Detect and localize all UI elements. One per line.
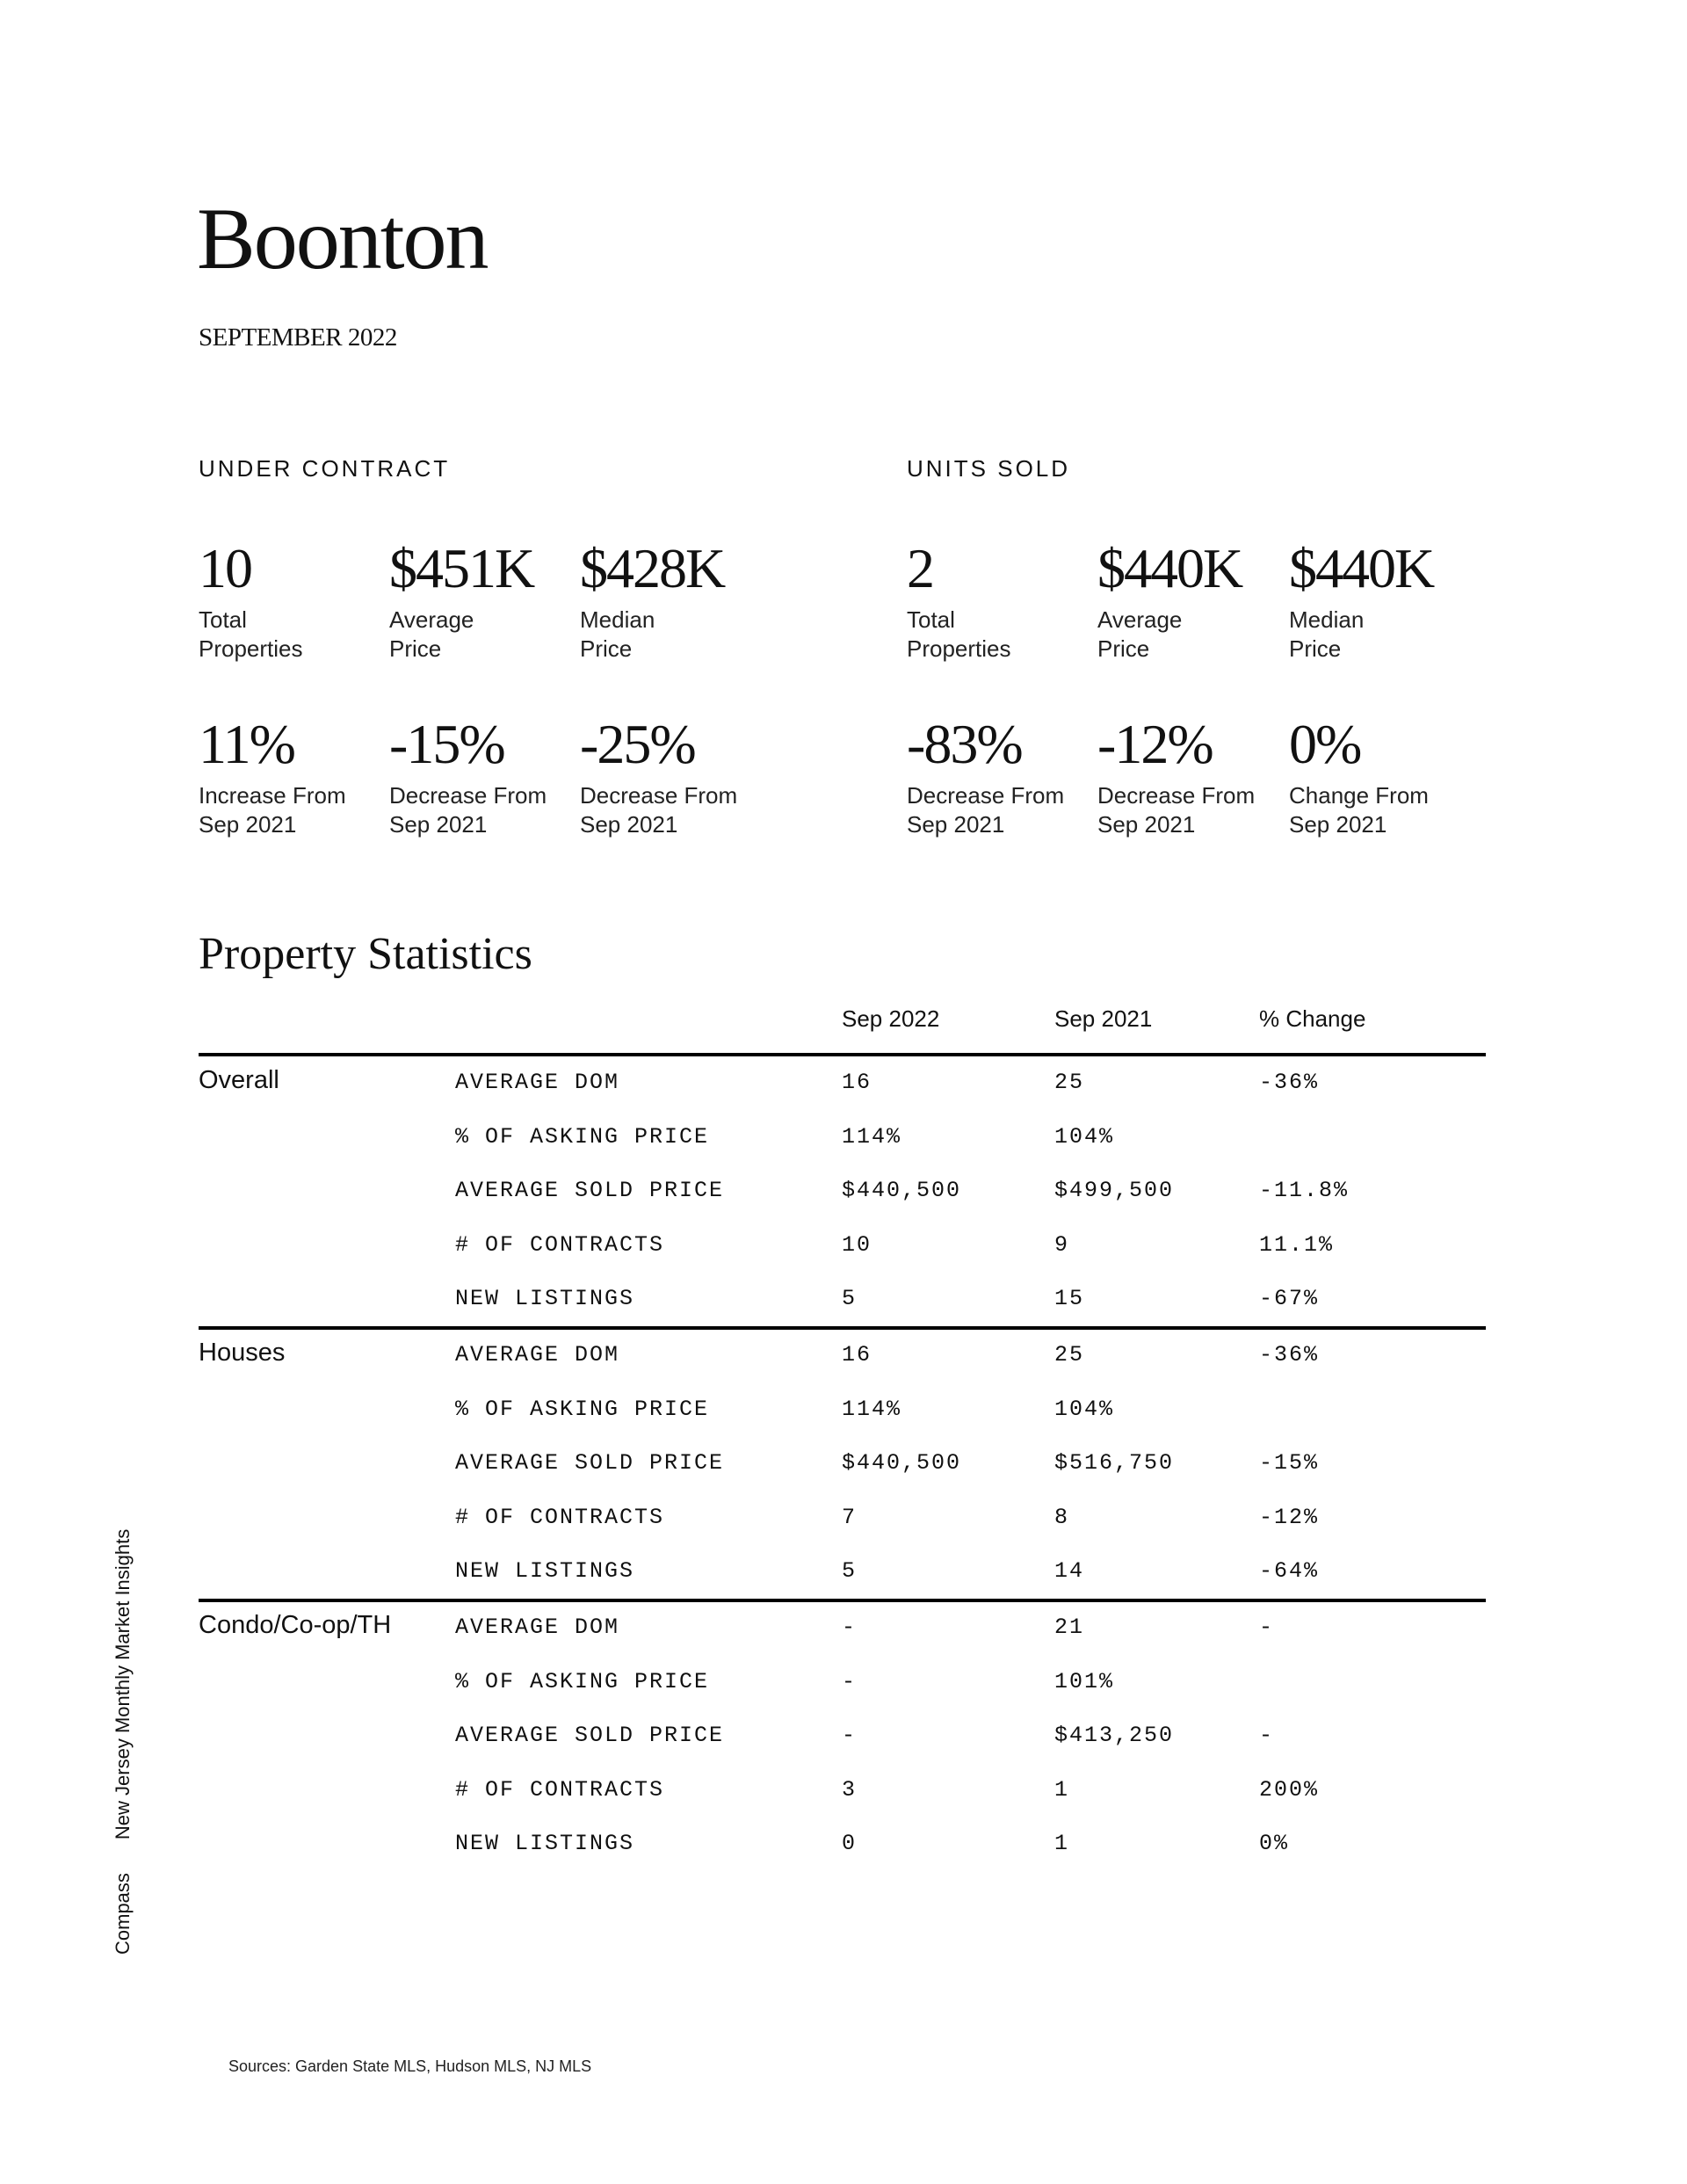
metric-label: # OF CONTRACTS <box>455 1231 665 1258</box>
page-title: Boonton <box>197 190 488 287</box>
cell-value: 25 <box>1054 1342 1085 1368</box>
cell-value: 15 <box>1054 1286 1085 1311</box>
stat-units-sold <box>1289 537 1473 664</box>
table-row <box>0 1397 1687 1432</box>
cell-value: - <box>1259 1723 1275 1748</box>
table-row <box>0 1124 1687 1159</box>
metric-label: AVERAGE SOLD PRICE <box>455 1723 725 1748</box>
property-statistics-title: Property Statistics <box>199 929 532 979</box>
cell-value: 0 <box>842 1831 858 1856</box>
cell-value: $440,500 <box>842 1178 962 1203</box>
cell-value: 16 <box>842 1342 872 1368</box>
stat-label: Increase From Sep 2021 <box>199 782 346 838</box>
stat-label: Total Properties <box>199 606 303 662</box>
table-row <box>0 1066 1687 1105</box>
cell-value: 9 <box>1054 1231 1070 1258</box>
table-row <box>0 1669 1687 1704</box>
publication-name: New Jersey Monthly Market Insights <box>112 1528 134 1840</box>
cell-value: 114% <box>842 1396 902 1422</box>
cell-value: 14 <box>1054 1558 1085 1584</box>
metric-label: # OF CONTRACTS <box>455 1504 665 1530</box>
stat-label: Average Price <box>1097 606 1183 662</box>
stat-value: 0% <box>1289 713 1361 775</box>
brand-name: Compass <box>112 1873 134 1955</box>
stat-label: Average Price <box>389 606 474 662</box>
under-contract-heading: UNDER CONTRACT <box>199 455 451 482</box>
stat-under-contract <box>389 713 574 839</box>
cell-value: -64% <box>1259 1558 1320 1584</box>
table-divider <box>199 1599 1486 1602</box>
stat-value: -83% <box>907 713 1022 775</box>
table-row <box>0 1558 1687 1593</box>
stat-under-contract <box>580 713 764 839</box>
metric-label: % OF ASKING PRICE <box>455 1123 710 1150</box>
metric-label: NEW LISTINGS <box>455 1286 635 1311</box>
stat-label: Decrease From Sep 2021 <box>580 782 738 838</box>
sources-note: Sources: Garden State MLS, Hudson MLS, NJ MLS <box>228 2057 592 2075</box>
column-header-sep-2022: Sep 2022 <box>842 1005 940 1032</box>
stat-value: $440K <box>1289 537 1434 599</box>
cell-value: $440,500 <box>842 1450 962 1476</box>
table-row <box>0 1450 1687 1485</box>
cell-value: -15% <box>1259 1450 1320 1476</box>
table-row <box>0 1505 1687 1540</box>
metric-label: AVERAGE DOM <box>455 1070 620 1095</box>
cell-value: 11.1% <box>1259 1231 1335 1258</box>
cell-value: 101% <box>1054 1668 1115 1694</box>
metric-label: AVERAGE DOM <box>455 1614 620 1640</box>
metric-label: # OF CONTRACTS <box>455 1776 665 1803</box>
cell-value: - <box>842 1668 858 1694</box>
cell-value: 5 <box>842 1558 858 1584</box>
table-row <box>0 1831 1687 1866</box>
table-row <box>0 1339 1687 1377</box>
metric-label: % OF ASKING PRICE <box>455 1396 710 1422</box>
cell-value: -12% <box>1259 1504 1320 1530</box>
cell-value: -11.8% <box>1259 1178 1350 1203</box>
category-label: Houses <box>199 1339 286 1367</box>
cell-value: 7 <box>842 1504 858 1530</box>
column-header-sep-2021: Sep 2021 <box>1054 1005 1153 1032</box>
stat-units-sold <box>907 713 1091 839</box>
cell-value: 104% <box>1054 1396 1115 1422</box>
metric-label: NEW LISTINGS <box>455 1831 635 1856</box>
stat-label: Decrease From Sep 2021 <box>389 782 547 838</box>
table-row <box>0 1723 1687 1758</box>
cell-value: 114% <box>842 1123 902 1150</box>
cell-value: $413,250 <box>1054 1723 1175 1748</box>
cell-value: 16 <box>842 1070 872 1095</box>
cell-value: 0% <box>1259 1831 1290 1856</box>
stat-units-sold <box>1097 537 1282 664</box>
cell-value: 3 <box>842 1776 858 1803</box>
cell-value: 8 <box>1054 1504 1070 1530</box>
cell-value: 10 <box>842 1231 872 1258</box>
table-row <box>0 1611 1687 1650</box>
cell-value: - <box>1259 1614 1275 1640</box>
table-divider <box>199 1053 1486 1056</box>
table-row <box>0 1232 1687 1267</box>
cell-value: 1 <box>1054 1831 1070 1856</box>
stat-value: $428K <box>580 537 725 599</box>
cell-value: $516,750 <box>1054 1450 1175 1476</box>
stat-label: Decrease From Sep 2021 <box>907 782 1065 838</box>
cell-value: 21 <box>1054 1614 1085 1640</box>
table-row <box>0 1286 1687 1321</box>
metric-label: AVERAGE SOLD PRICE <box>455 1450 725 1476</box>
cell-value: -67% <box>1259 1286 1320 1311</box>
stat-under-contract <box>389 537 574 664</box>
stat-label: Median Price <box>580 606 655 662</box>
metric-label: AVERAGE DOM <box>455 1342 620 1368</box>
stat-under-contract <box>580 537 764 664</box>
cell-value: 104% <box>1054 1123 1115 1150</box>
stat-units-sold <box>1289 713 1473 839</box>
stat-value: -12% <box>1097 713 1213 775</box>
cell-value: - <box>842 1723 858 1748</box>
cell-value: 25 <box>1054 1070 1085 1095</box>
stat-label: Change From Sep 2021 <box>1289 782 1429 838</box>
column-header-change: % Change <box>1259 1005 1366 1032</box>
cell-value: 1 <box>1054 1776 1070 1803</box>
stat-under-contract <box>199 713 383 839</box>
cell-value: -36% <box>1259 1342 1320 1368</box>
metric-label: % OF ASKING PRICE <box>455 1668 710 1694</box>
cell-value: - <box>842 1614 858 1640</box>
metric-label: AVERAGE SOLD PRICE <box>455 1178 725 1203</box>
stat-label: Decrease From Sep 2021 <box>1097 782 1256 838</box>
cell-value: $499,500 <box>1054 1178 1175 1203</box>
stat-under-contract <box>199 537 383 664</box>
cell-value: 5 <box>842 1286 858 1311</box>
table-divider <box>199 1326 1486 1330</box>
stat-value: 10 <box>199 537 251 599</box>
stat-label: Median Price <box>1289 606 1365 662</box>
cell-value: -36% <box>1259 1070 1320 1095</box>
units-sold-heading: UNITS SOLD <box>907 455 1071 482</box>
category-label: Overall <box>199 1066 279 1094</box>
stat-value: $451K <box>389 537 534 599</box>
table-row <box>0 1178 1687 1213</box>
stat-value: -25% <box>580 713 695 775</box>
stat-value: $440K <box>1097 537 1242 599</box>
cell-value: 200% <box>1259 1776 1320 1803</box>
metric-label: NEW LISTINGS <box>455 1558 635 1584</box>
stat-value: 2 <box>907 537 933 599</box>
stat-units-sold <box>1097 713 1282 839</box>
side-caption <box>112 1529 134 1955</box>
report-date: SEPTEMBER 2022 <box>199 323 397 352</box>
stat-label: Total Properties <box>907 606 1011 662</box>
stat-value: -15% <box>389 713 504 775</box>
table-row <box>0 1777 1687 1812</box>
stat-units-sold <box>907 537 1091 664</box>
stat-value: 11% <box>199 713 294 775</box>
category-label: Condo/Co-op/TH <box>199 1611 392 1639</box>
